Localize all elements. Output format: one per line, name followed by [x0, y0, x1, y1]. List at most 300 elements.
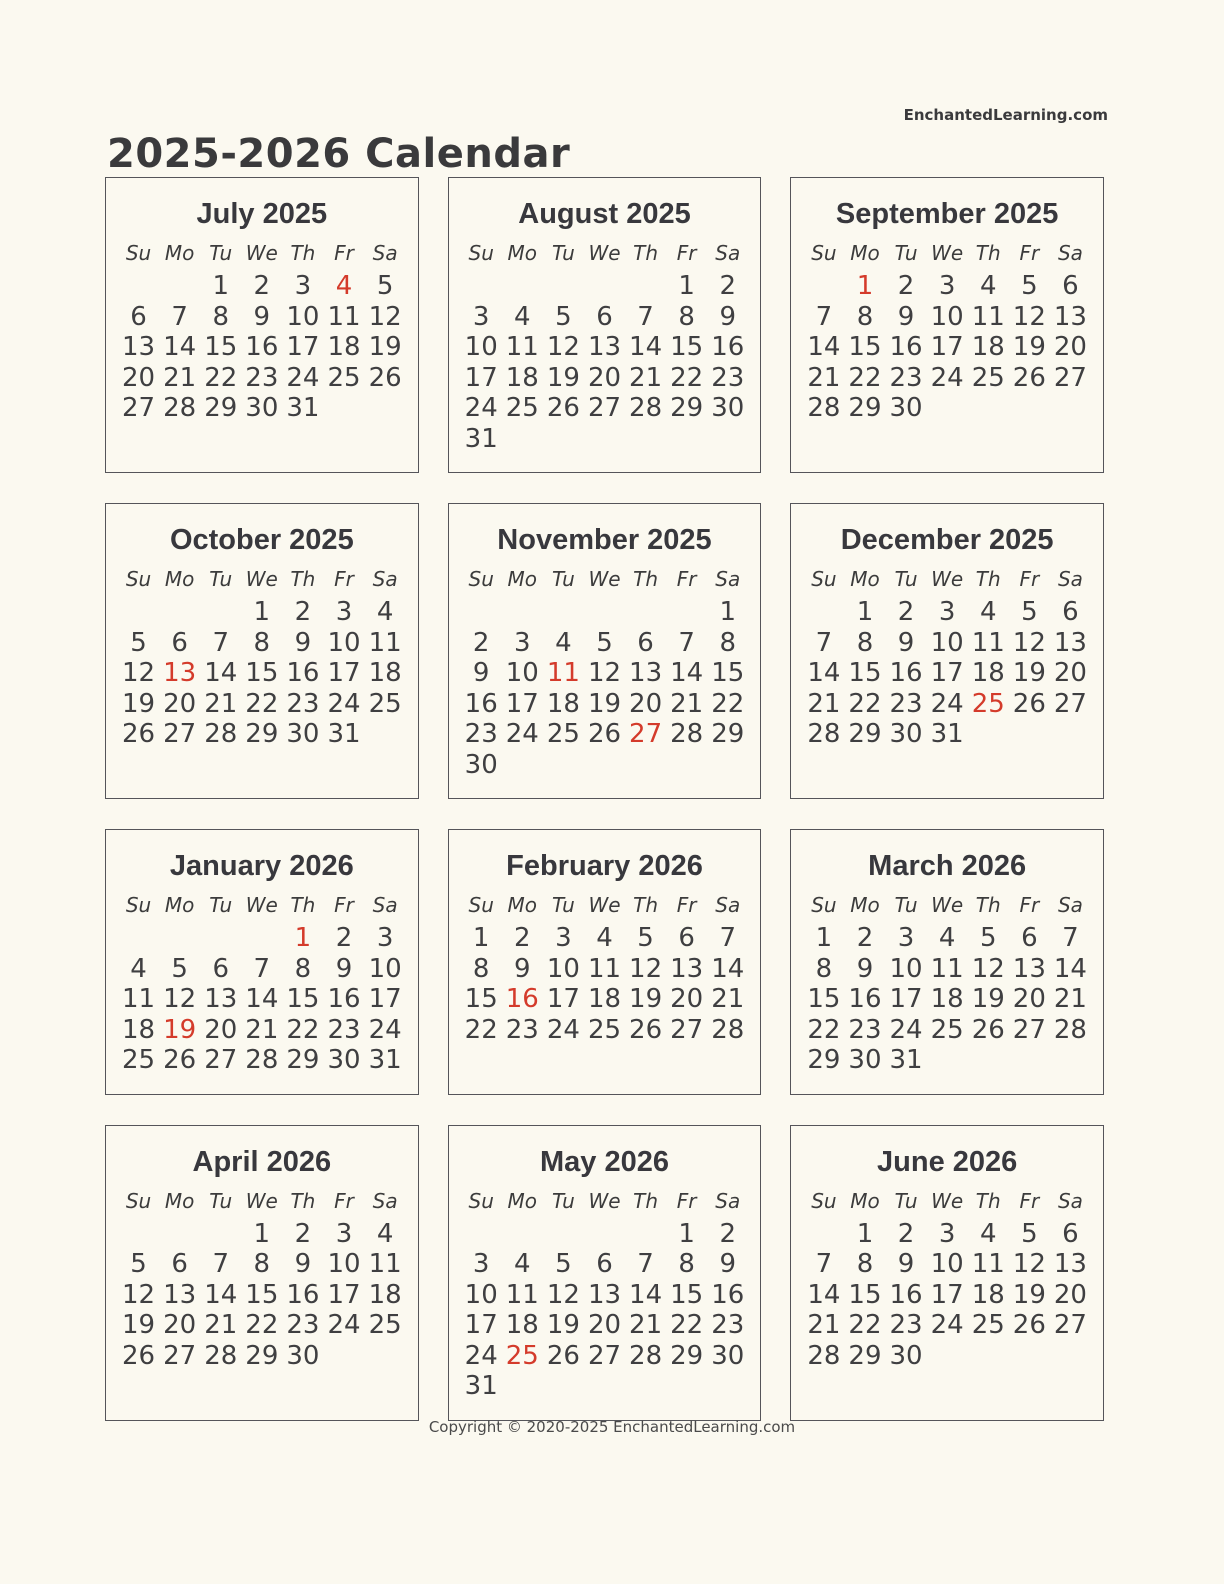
date-cell: 10	[546, 953, 580, 984]
date-cell: 10	[327, 1249, 361, 1279]
date-cell: 24	[327, 688, 361, 719]
date-cell: 22	[464, 1014, 498, 1045]
date-cell: 12	[1012, 301, 1046, 332]
date-cell: 12	[122, 658, 156, 688]
date-cell: 8	[856, 301, 874, 332]
date-cell-empty	[625, 597, 666, 628]
weekday-header-row	[118, 567, 406, 591]
date-cell: 27	[670, 1014, 704, 1045]
date-cell: 29	[848, 393, 882, 423]
weekday-header: Tu	[209, 1188, 233, 1213]
date-cell-empty	[159, 923, 200, 954]
date-cell: 16	[286, 658, 320, 688]
weekday-header: Sa	[1057, 893, 1083, 917]
date-cell: 21	[670, 688, 704, 719]
weekday-header: Su	[125, 893, 152, 917]
date-cell: 21	[629, 1310, 663, 1340]
weekday-header: Tu	[551, 241, 575, 265]
weekday-header: Fr	[1019, 567, 1040, 591]
weekday-header: Fr	[676, 893, 697, 917]
date-cell: 6	[678, 923, 695, 953]
date-cell: 19	[1012, 658, 1046, 688]
date-cell: 28	[711, 1014, 745, 1045]
date-cell: 23	[889, 362, 923, 393]
date-cell: 17	[505, 688, 539, 719]
weekday-header: Mo	[850, 1188, 880, 1213]
date-cell: 23	[286, 1310, 320, 1340]
date-cell: 22	[848, 688, 882, 719]
date-cell: 25	[930, 1014, 964, 1045]
weekday-header: Mo	[507, 567, 538, 591]
date-cell: 27	[1053, 362, 1087, 393]
date-cell: 15	[670, 332, 704, 362]
date-grid	[118, 597, 406, 750]
date-cell: 18	[971, 1279, 1005, 1310]
date-cell: 14	[629, 332, 663, 362]
weekday-header: Mo	[507, 1188, 538, 1213]
date-cell: 8	[253, 627, 271, 658]
date-cell: 17	[930, 658, 964, 688]
date-cell: 22	[286, 1014, 320, 1045]
date-cell: 9	[719, 301, 737, 332]
date-cell: 14	[807, 1279, 841, 1310]
weekday-header-row	[461, 241, 749, 265]
date-cell: 16	[464, 688, 498, 719]
date-cell: 13	[163, 1279, 197, 1310]
date-cell: 7	[212, 627, 229, 658]
date-cell-empty	[803, 271, 844, 302]
site-name: EnchantedLearning.com	[903, 106, 1108, 124]
weekday-header: Th	[290, 1188, 316, 1213]
weekday-header: Sa	[372, 567, 398, 591]
date-cell: 14	[629, 1279, 663, 1310]
date-cell: 24	[368, 1014, 402, 1045]
date-cell-empty	[118, 597, 159, 628]
weekday-header: Th	[975, 893, 1001, 917]
date-cell-empty	[159, 1219, 200, 1250]
date-cell: 1	[472, 923, 490, 953]
date-cell: 18	[505, 362, 539, 393]
month-title: June 2026	[877, 1145, 1018, 1178]
weekday-header: We	[245, 893, 278, 917]
date-cell: 10	[327, 627, 361, 658]
date-cell: 3	[472, 301, 490, 332]
date-cell: 20	[587, 1310, 622, 1340]
date-cell: 26	[546, 1340, 580, 1371]
date-cell: 20	[1012, 984, 1046, 1014]
date-cell: 27	[163, 719, 197, 749]
date-cell: 26	[1012, 1310, 1046, 1340]
date-cell: 20	[122, 362, 156, 393]
date-cell: 9	[897, 1249, 915, 1279]
date-cell: 25	[587, 1014, 622, 1045]
date-cell: 21	[807, 688, 841, 719]
date-cell-empty	[584, 1219, 625, 1250]
date-cell: 29	[848, 1340, 882, 1371]
date-cell: 18	[546, 688, 580, 719]
weekday-header: Tu	[894, 1188, 918, 1213]
date-cell: 3	[376, 923, 394, 953]
date-cell: 13	[1012, 953, 1046, 984]
weekday-header-row	[118, 893, 406, 917]
date-cell: 7	[212, 1249, 229, 1279]
date-cell: 16	[889, 332, 923, 362]
date-cell: 18	[587, 984, 622, 1014]
weekday-header: Th	[290, 893, 316, 917]
date-cell: 28	[629, 1340, 663, 1371]
weekday-header: Fr	[1019, 1188, 1040, 1213]
date-cell-holiday: 19	[163, 1014, 197, 1045]
date-cell: 14	[807, 332, 841, 362]
date-cell: 3	[472, 1249, 490, 1279]
date-cell: 9	[897, 627, 915, 658]
month-card	[105, 177, 419, 473]
weekday-header: Fr	[334, 893, 354, 917]
date-cell: 14	[1053, 953, 1087, 984]
weekday-header: Sa	[372, 893, 398, 917]
date-cell: 26	[1012, 688, 1046, 719]
date-cell: 5	[171, 953, 188, 984]
date-cell: 14	[670, 658, 704, 688]
month-title: May 2026	[539, 1145, 669, 1178]
date-grid	[461, 597, 749, 780]
date-cell: 15	[204, 332, 238, 362]
month-card	[105, 829, 419, 1095]
date-cell: 4	[555, 627, 572, 658]
weekday-header: We	[931, 1188, 964, 1213]
date-cell: 6	[212, 953, 229, 984]
date-cell-empty	[461, 597, 502, 628]
date-cell: 15	[711, 658, 745, 688]
date-cell: 12	[971, 953, 1005, 984]
date-cell: 28	[670, 719, 704, 749]
weekday-header: Fr	[676, 567, 697, 591]
date-cell: 19	[122, 1310, 156, 1340]
date-cell: 17	[368, 984, 402, 1014]
date-cell: 13	[204, 984, 238, 1014]
date-cell-empty	[200, 597, 241, 628]
date-cell: 1	[253, 1218, 271, 1249]
date-cell: 16	[286, 1279, 320, 1310]
weekday-header: Sa	[715, 567, 741, 591]
date-cell: 6	[1062, 271, 1079, 301]
weekday-header: Sa	[1057, 567, 1083, 591]
month-title: December 2025	[840, 524, 1054, 556]
weekday-header-row	[803, 567, 1091, 591]
date-cell: 12	[546, 332, 580, 362]
date-cell: 5	[555, 301, 572, 332]
date-cell: 20	[587, 362, 622, 393]
date-cell: 15	[286, 984, 320, 1014]
date-cell: 13	[1053, 627, 1087, 658]
month-card	[105, 503, 419, 799]
weekday-header-row	[461, 893, 749, 917]
date-cell: 5	[130, 627, 147, 658]
date-cell: 9	[294, 627, 312, 658]
date-cell: 5	[555, 1249, 572, 1279]
date-cell: 9	[294, 1249, 312, 1279]
month-card	[448, 503, 762, 799]
month-card	[790, 177, 1104, 473]
date-cell-empty	[159, 271, 200, 302]
weekday-header: We	[588, 893, 621, 917]
date-cell: 20	[1053, 332, 1087, 362]
date-cell: 8	[678, 301, 695, 332]
date-cell: 29	[245, 719, 279, 749]
date-cell: 6	[171, 1249, 188, 1279]
date-cell: 7	[171, 301, 188, 332]
date-cell: 22	[848, 362, 882, 393]
date-cell: 10	[930, 1249, 964, 1279]
date-cell: 29	[670, 1340, 704, 1371]
date-cell: 19	[1012, 332, 1046, 362]
date-cell: 2	[897, 271, 915, 301]
date-cell: 14	[245, 984, 279, 1014]
weekday-header: Sa	[1057, 241, 1083, 265]
date-cell: 1	[815, 923, 833, 953]
weekday-header: Mo	[850, 241, 880, 265]
date-cell: 13	[1053, 1249, 1087, 1279]
date-cell: 21	[245, 1014, 279, 1045]
date-cell: 25	[327, 362, 361, 393]
date-cell: 20	[1053, 1279, 1087, 1310]
date-cell: 17	[930, 332, 964, 362]
date-cell: 24	[464, 393, 498, 423]
date-cell-empty	[502, 597, 543, 628]
month-title: March 2026	[868, 850, 1027, 882]
date-cell: 10	[464, 1279, 498, 1310]
date-cell: 16	[848, 984, 882, 1014]
date-grid	[118, 271, 406, 424]
date-cell-empty	[803, 1219, 844, 1250]
date-cell: 22	[245, 1310, 279, 1340]
date-cell: 1	[719, 597, 737, 627]
date-cell: 16	[327, 984, 361, 1014]
weekday-header: Tu	[551, 567, 575, 591]
date-cell: 4	[376, 597, 394, 627]
month-title: February 2026	[506, 850, 703, 882]
date-cell: 21	[204, 688, 238, 719]
weekday-header: Tu	[209, 241, 233, 265]
date-cell: 7	[1062, 923, 1079, 953]
date-cell: 28	[807, 719, 841, 749]
weekday-header: Tu	[209, 893, 233, 917]
date-cell: 10	[368, 953, 402, 984]
date-cell: 27	[1053, 1310, 1087, 1340]
date-cell: 3	[514, 627, 531, 658]
weekday-header-row	[803, 1189, 1091, 1213]
date-cell: 20	[204, 1014, 238, 1045]
weekday-header-row	[461, 567, 749, 591]
date-cell: 18	[971, 658, 1005, 688]
date-cell: 19	[546, 362, 580, 393]
date-cell: 17	[930, 1279, 964, 1310]
weekday-header: Su	[811, 1188, 837, 1213]
date-cell: 20	[629, 688, 663, 719]
date-cell: 20	[1053, 658, 1087, 688]
date-cell: 11	[930, 953, 964, 984]
weekday-header: Th	[290, 241, 316, 265]
weekday-header: Mo	[164, 1188, 195, 1213]
date-cell-empty	[159, 597, 200, 628]
calendar-grid	[105, 177, 1104, 1421]
date-cell: 30	[889, 393, 923, 423]
date-cell: 24	[930, 688, 964, 719]
date-cell: 3	[294, 271, 312, 301]
date-cell-empty	[584, 271, 625, 302]
month-card	[448, 1125, 762, 1421]
weekday-header: We	[588, 1188, 621, 1213]
date-cell: 13	[587, 332, 622, 362]
date-cell: 28	[629, 393, 663, 423]
date-cell: 26	[122, 719, 156, 749]
date-cell: 4	[979, 597, 997, 627]
date-cell: 17	[464, 362, 498, 393]
date-cell: 8	[856, 627, 874, 658]
weekday-header: Su	[468, 241, 494, 265]
weekday-header: Fr	[676, 1188, 697, 1213]
date-cell: 19	[122, 688, 156, 719]
date-cell: 28	[807, 393, 841, 423]
date-cell-empty	[502, 1219, 543, 1250]
date-cell: 29	[711, 719, 745, 749]
weekday-header: Th	[975, 567, 1001, 591]
date-cell: 31	[327, 719, 361, 749]
date-cell: 25	[971, 1310, 1005, 1340]
date-cell: 29	[286, 1045, 320, 1075]
weekday-header: Su	[468, 567, 494, 591]
date-cell: 24	[286, 362, 320, 393]
date-cell-holiday: 11	[546, 658, 580, 688]
month-title: July 2025	[196, 198, 328, 230]
date-cell: 4	[979, 1218, 997, 1249]
date-cell: 31	[368, 1045, 402, 1075]
date-cell: 30	[286, 1340, 320, 1371]
date-cell: 3	[897, 923, 915, 953]
date-cell: 22	[670, 1310, 704, 1340]
date-cell: 22	[245, 688, 279, 719]
month-title: August 2025	[518, 198, 691, 230]
date-cell: 29	[848, 719, 882, 749]
date-cell: 24	[505, 719, 539, 749]
weekday-header: Fr	[676, 241, 697, 265]
weekday-header: Fr	[1019, 893, 1040, 917]
date-cell: 1	[856, 1218, 874, 1249]
month-title: November 2025	[497, 524, 712, 556]
date-cell: 25	[122, 1045, 156, 1075]
date-cell: 17	[464, 1310, 498, 1340]
date-cell: 28	[163, 393, 197, 423]
date-cell: 25	[368, 1310, 402, 1340]
weekday-header: Fr	[334, 567, 354, 591]
date-cell-empty	[543, 597, 584, 628]
date-cell: 19	[971, 984, 1005, 1014]
date-cell: 13	[122, 332, 156, 362]
date-cell: 13	[587, 1279, 622, 1310]
weekday-header: Sa	[715, 241, 741, 265]
date-cell: 30	[245, 393, 279, 423]
date-cell: 23	[464, 719, 498, 749]
date-cell: 26	[629, 1014, 663, 1045]
date-cell-empty	[200, 923, 241, 954]
date-cell: 3	[938, 1218, 956, 1249]
date-cell: 25	[546, 719, 580, 749]
date-cell: 15	[245, 658, 279, 688]
weekday-header: Mo	[850, 893, 880, 917]
date-cell: 8	[253, 1249, 271, 1279]
date-cell: 22	[204, 362, 238, 393]
date-cell: 5	[596, 627, 613, 658]
date-cell-empty	[543, 1219, 584, 1250]
date-cell: 19	[368, 332, 402, 362]
date-cell: 7	[815, 301, 833, 332]
date-cell: 26	[546, 393, 580, 423]
date-cell: 19	[587, 688, 622, 719]
weekday-header-row	[803, 241, 1091, 265]
date-cell: 14	[204, 658, 238, 688]
date-cell: 22	[711, 688, 745, 719]
weekday-header: Tu	[551, 893, 575, 917]
date-cell: 12	[122, 1279, 156, 1310]
date-cell-empty	[584, 597, 625, 628]
date-grid	[803, 597, 1091, 750]
date-cell: 8	[678, 1249, 695, 1279]
date-cell-holiday: 16	[505, 984, 539, 1014]
date-cell: 16	[245, 332, 279, 362]
date-cell: 6	[171, 627, 188, 658]
date-cell: 5	[979, 923, 997, 953]
weekday-header: Th	[633, 241, 659, 265]
date-cell: 12	[368, 301, 402, 332]
date-cell-holiday: 25	[505, 1340, 539, 1371]
date-cell: 2	[335, 923, 353, 953]
date-cell-holiday: 4	[335, 271, 353, 301]
date-cell: 5	[376, 271, 394, 301]
date-cell: 18	[505, 1310, 539, 1340]
weekday-header: Th	[633, 567, 659, 591]
date-cell: 11	[971, 1249, 1005, 1279]
month-title: April 2026	[192, 1145, 332, 1178]
date-cell: 28	[204, 1340, 238, 1371]
weekday-header: Th	[975, 1188, 1001, 1213]
weekday-header: We	[588, 241, 621, 265]
date-cell: 7	[719, 923, 737, 953]
weekday-header: Mo	[164, 893, 195, 917]
date-cell: 26	[587, 719, 622, 749]
date-cell: 21	[807, 362, 841, 393]
date-cell: 2	[719, 1218, 737, 1249]
date-cell: 18	[327, 332, 361, 362]
date-cell: 2	[472, 627, 490, 658]
date-cell: 25	[971, 362, 1005, 393]
weekday-header: We	[931, 893, 964, 917]
date-cell: 21	[807, 1310, 841, 1340]
date-cell: 15	[670, 1279, 704, 1310]
date-cell: 28	[204, 719, 238, 749]
date-cell: 5	[637, 923, 654, 953]
date-cell: 1	[212, 271, 229, 301]
date-cell: 29	[670, 393, 704, 423]
date-cell: 16	[711, 1279, 745, 1310]
date-cell-empty	[543, 271, 584, 302]
date-cell: 24	[889, 1014, 923, 1045]
weekday-header: We	[588, 567, 621, 591]
date-cell: 10	[930, 301, 964, 332]
date-cell: 8	[856, 1249, 874, 1279]
date-cell: 14	[711, 953, 745, 984]
date-cell: 7	[815, 1249, 833, 1279]
date-cell: 17	[889, 984, 923, 1014]
